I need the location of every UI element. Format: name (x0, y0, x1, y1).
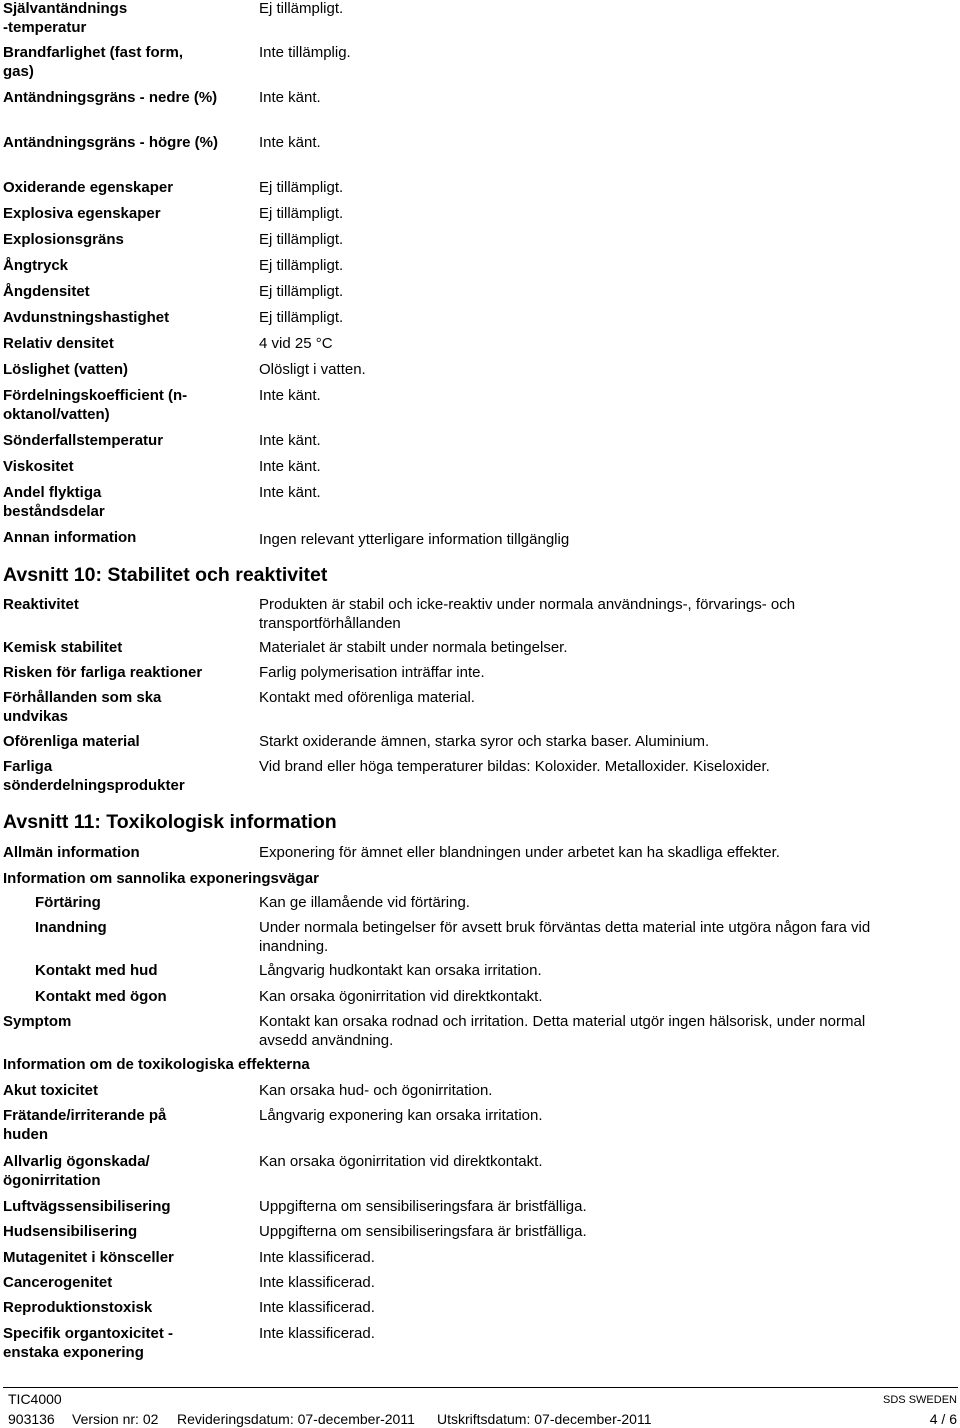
property-value: 4 vid 25 °C (259, 335, 333, 352)
row-value: Kan orsaka ögonirritation vid direktkontakt. (259, 988, 543, 1005)
row-label: Kemisk stabilitet (3, 639, 123, 656)
row-value: Starkt oxiderande ämnen, starka syror och starka baser. Aluminium. (259, 733, 710, 750)
row-value: Kan orsaka hud- och ögonirritation. (259, 1082, 493, 1099)
property-label: Antändningsgräns - högre (%) (3, 134, 218, 151)
property-value: Inte tillämplig. (259, 44, 351, 61)
row-label: Allmän information (3, 844, 140, 861)
property-label: Löslighet (vatten) (3, 361, 129, 378)
property-value: Ej tillämpligt. (259, 309, 344, 326)
property-label: Explosionsgräns (3, 231, 124, 248)
row-label: Reproduktionstoxisk (3, 1299, 153, 1316)
row-label: Symptom (3, 1013, 72, 1030)
row-value: Kan ge illamående vid förtäring. (259, 894, 470, 911)
footer-page-number: 4 / 6 (929, 1411, 957, 1427)
property-value: Ej tillämpligt. (259, 179, 344, 196)
property-label: Oxiderande egenskaper (3, 179, 174, 196)
footer-version: Version nr: 02 (72, 1411, 159, 1427)
footer-print-date: Utskriftsdatum: 07-december-2011 (437, 1411, 652, 1427)
property-value: Inte känt. (259, 458, 321, 475)
property-value: Ingen relevant ytterligare information tillgänglig (259, 531, 570, 548)
row-label: Cancerogenitet (3, 1274, 113, 1291)
row-label: Förtäring (35, 894, 101, 911)
property-label: Brandfarlighet (fast form, gas) (3, 44, 184, 80)
property-label: Sönderfallstemperatur (3, 432, 164, 449)
footer-divider (3, 1387, 958, 1388)
row-value: Kan orsaka ögonirritation vid direktkontakt. (259, 1153, 543, 1170)
row-value: Materialet är stabilt under normala betingelser. (259, 639, 568, 656)
property-label: Relativ densitet (3, 335, 114, 352)
row-label: Kontakt med ögon (35, 988, 167, 1005)
row-value: Produkten är stabil och icke-reaktiv under normala användnings-, förvarings- och transportförhållanden (259, 596, 796, 632)
footer-sds-label: SDS SWEDEN (883, 1394, 957, 1406)
property-label: Fördelningskoefficient (n-oktanol/vatten) (3, 387, 188, 423)
row-value: Inte klassificerad. (259, 1249, 375, 1266)
section-10-heading: Avsnitt 10: Stabilitet och reaktivitet (3, 564, 328, 586)
row-value: Inte klassificerad. (259, 1325, 375, 1342)
row-label: Oförenliga material (3, 733, 140, 750)
row-label: Specifik organtoxicitet - enstaka exponering (3, 1325, 174, 1361)
property-label: Antändningsgräns - nedre (%) (3, 89, 218, 106)
row-label: Risken för farliga reaktioner (3, 664, 203, 681)
section-11-heading: Avsnitt 11: Toxikologisk information (3, 811, 337, 833)
property-value: Ej tillämpligt. (259, 283, 344, 300)
property-label: Självantändnings -temperatur (3, 0, 128, 36)
row-value: Långvarig hudkontakt kan orsaka irritation. (259, 962, 542, 979)
row-value: Långvarig exponering kan orsaka irritation. (259, 1107, 543, 1124)
row-value: Inte klassificerad. (259, 1299, 375, 1316)
row-value: Uppgifterna om sensibiliseringsfara är bristfälliga. (259, 1198, 587, 1215)
footer-product-number: 903136 (8, 1411, 55, 1427)
property-label: Ångdensitet (3, 283, 90, 300)
property-label: Ångtryck (3, 257, 69, 274)
row-value: Inte klassificerad. (259, 1274, 375, 1291)
row-value: Exponering för ämnet eller blandningen under arbetet kan ha skadliga effekter. (259, 844, 780, 861)
property-value: Inte känt. (259, 387, 321, 404)
row-value: Uppgifterna om sensibiliseringsfara är bristfälliga. (259, 1223, 587, 1240)
row-value: Kontakt kan orsaka rodnad och irritation. Detta material utgör ingen hälsorisk, under normal avsedd användning. (259, 1013, 866, 1049)
row-label: Akut toxicitet (3, 1082, 99, 1099)
property-label: Explosiva egenskaper (3, 205, 161, 222)
row-value: Under normala betingelser för avsett bruk förväntas detta material inte utgöra någon fara vid inandning. (259, 919, 871, 955)
property-label: Viskositet (3, 458, 74, 475)
property-label: Andel flyktiga beståndsdelar (3, 484, 105, 520)
row-label: Mutagenitet i könsceller (3, 1249, 174, 1266)
property-label: Annan information (3, 529, 137, 546)
row-label: Kontakt med hud (35, 962, 158, 979)
property-value: Inte känt. (259, 89, 321, 106)
property-value: Ej tillämpligt. (259, 257, 344, 274)
exposure-routes-heading: Information om sannolika exponeringsvägar (3, 870, 319, 887)
row-label: Förhållanden som ska undvikas (3, 689, 162, 725)
property-value: Inte känt. (259, 134, 321, 151)
row-label: Inandning (35, 919, 107, 936)
row-value: Farlig polymerisation inträffar inte. (259, 664, 485, 681)
property-value: Ej tillämpligt. (259, 0, 344, 17)
row-label: Frätande/irriterande på huden (3, 1107, 167, 1143)
row-label: Luftvägssensibilisering (3, 1198, 171, 1215)
footer-product-name: TIC4000 (8, 1391, 62, 1407)
row-value: Vid brand eller höga temperaturer bildas: Koloxider. Metalloxider. Kiseloxider. (259, 758, 770, 775)
row-label: Allvarlig ögonskada/ögonirritation (3, 1153, 150, 1189)
row-label: Reaktivitet (3, 596, 79, 613)
row-label: Hudsensibilisering (3, 1223, 138, 1240)
property-value: Inte känt. (259, 432, 321, 449)
row-label: Farliga sönderdelningsprodukter (3, 758, 185, 794)
property-value: Ej tillämpligt. (259, 205, 344, 222)
toxicological-effects-heading: Information om de toxikologiska effekterna (3, 1056, 310, 1073)
property-label: Avdunstningshastighet (3, 309, 170, 326)
property-value: Inte känt. (259, 484, 321, 501)
property-value: Ej tillämpligt. (259, 231, 344, 248)
footer-revision-date: Revideringsdatum: 07-december-2011 (177, 1411, 415, 1427)
property-value: Olösligt i vatten. (259, 361, 366, 378)
row-value: Kontakt med oförenliga material. (259, 689, 475, 706)
